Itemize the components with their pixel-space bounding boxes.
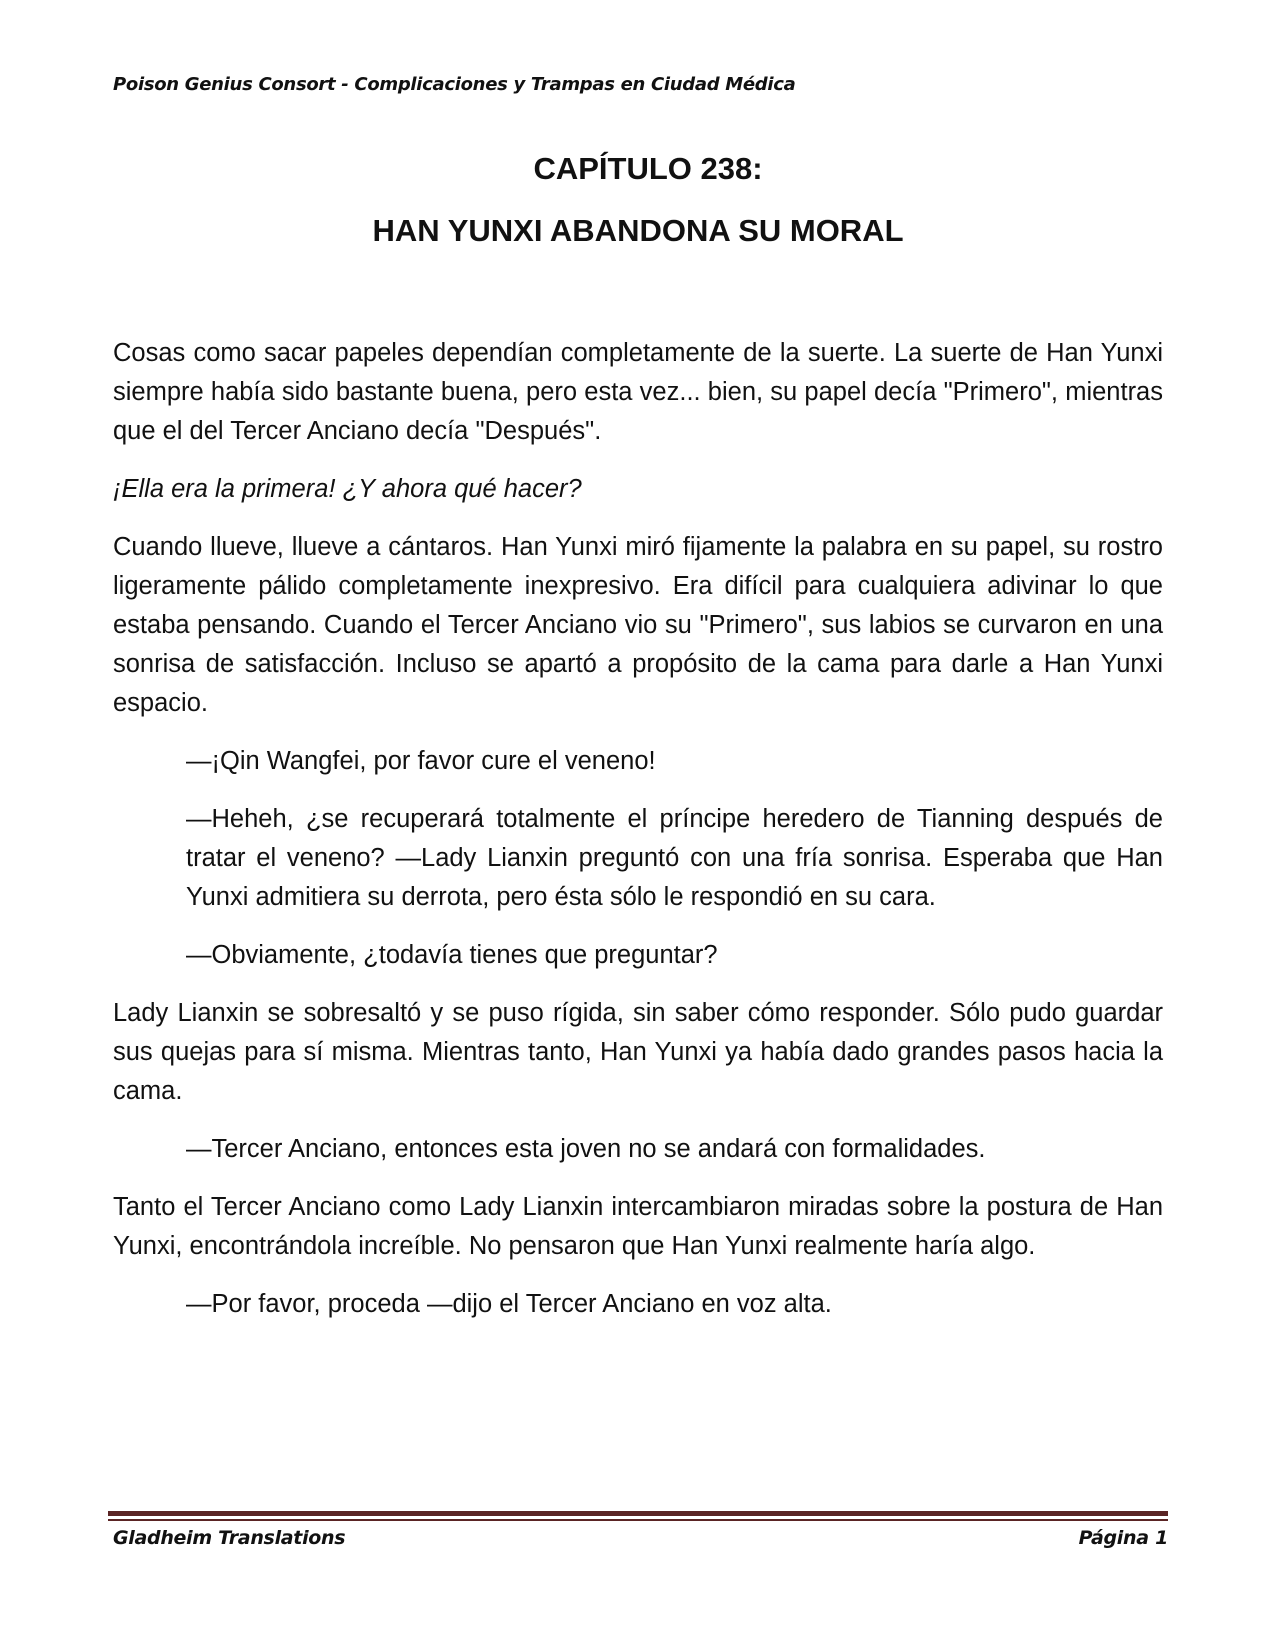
chapter-heading bbox=[113, 146, 1163, 254]
paragraph: —Obviamente, ¿todavía tienes que preguntar? bbox=[186, 941, 718, 969]
chapter-number: CAPÍTULO 238: bbox=[533, 151, 763, 186]
paragraph: Lady Lianxin se sobresaltó y se puso rígida, sin saber cómo responder. Sólo pudo guardar sus quejas para sí misma. Mientras tanto, Han Yunxi ya había dado grandes pasos hacia la cama. bbox=[113, 999, 1163, 1105]
footer-divider-thick bbox=[108, 1511, 1168, 1516]
paragraph: —Tercer Anciano, entonces esta joven no se andará con formalidades. bbox=[186, 1135, 986, 1163]
footer-translator-credit: Gladheim Translations bbox=[113, 1527, 346, 1549]
paragraph: —Heheh, ¿se recuperará totalmente el príncipe heredero de Tianning después de tratar el veneno? —Lady Lianxin preguntó con una fría sonrisa. Esperaba que Han Yunxi admitiera su derrota, pero ésta sólo le respondió en su cara. bbox=[186, 805, 1163, 911]
paragraph: Tanto el Tercer Anciano como Lady Lianxin intercambiaron miradas sobre la postura de Han Yunxi, encontrándola increíble. No pensaron que Han Yunxi realmente haría algo. bbox=[113, 1193, 1163, 1260]
running-header: Poison Genius Consort - Complicaciones y Trampas en Ciudad Médica bbox=[113, 74, 796, 95]
footer-divider bbox=[108, 1511, 1168, 1523]
chapter-title: HAN YUNXI ABANDONA SU MORAL bbox=[372, 213, 904, 248]
chapter-body bbox=[113, 334, 1163, 1343]
paragraph: —¡Qin Wangfei, por favor cure el veneno! bbox=[186, 747, 656, 775]
paragraph: —Por favor, proceda —dijo el Tercer Anciano en voz alta. bbox=[186, 1290, 832, 1318]
paragraph: Cosas como sacar papeles dependían completamente de la suerte. La suerte de Han Yunxi siempre había sido bastante buena, pero esta vez... bien, su papel decía "Primero", mientras que el del Tercer Anciano decía "Después". bbox=[113, 339, 1163, 445]
paragraph: Cuando llueve, llueve a cántaros. Han Yunxi miró fijamente la palabra en su papel, su rostro ligeramente pálido completamente inexpresivo. Era difícil para cualquiera adivinar lo que estaba pensando. Cuando el Tercer Anciano vio su "Primero", sus labios se curvaron en una sonrisa de satisfacción. Incluso se apartó a propósito de la cama para darle a Han Yunxi espacio. bbox=[113, 533, 1163, 717]
footer-page-number: Página 1 bbox=[1078, 1527, 1168, 1549]
footer-divider-thin bbox=[108, 1519, 1168, 1521]
paragraph: ¡Ella era la primera! ¿Y ahora qué hacer? bbox=[113, 475, 582, 503]
